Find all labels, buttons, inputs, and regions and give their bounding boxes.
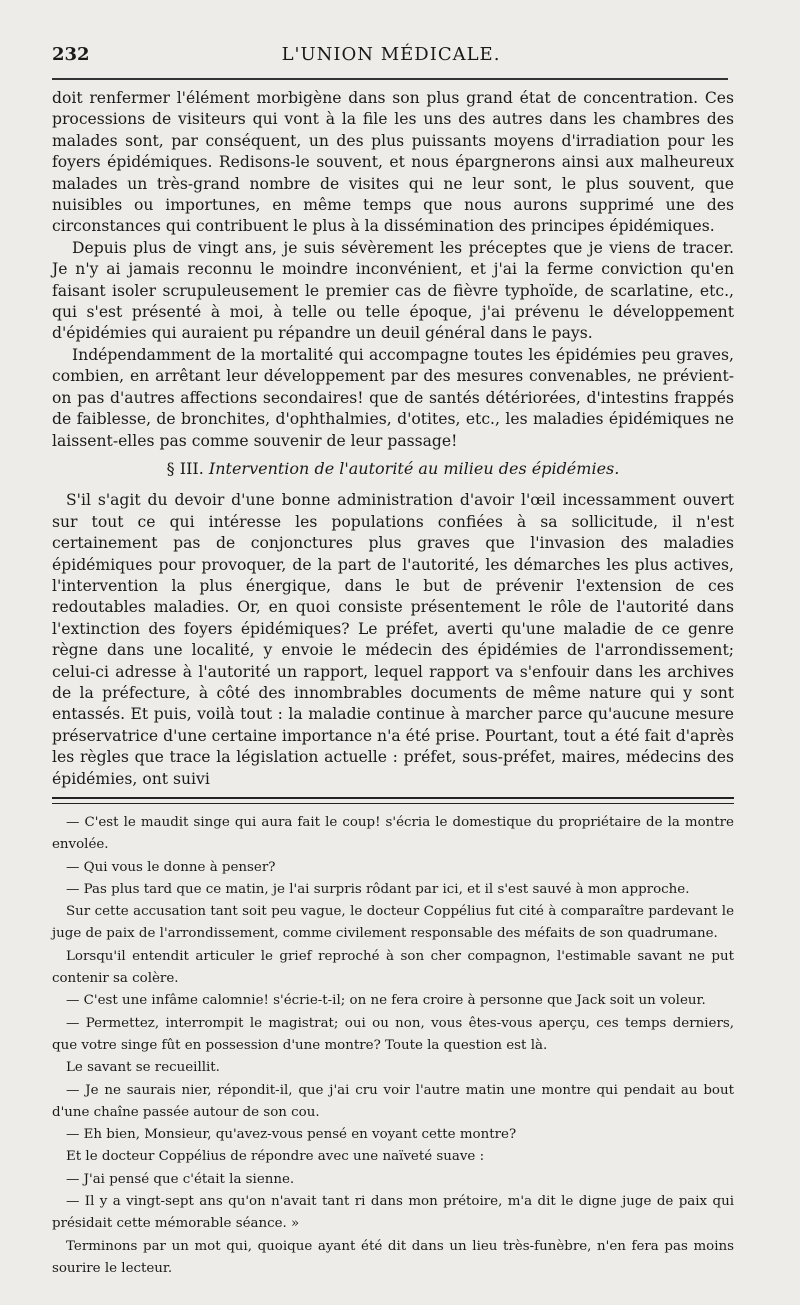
paragraph-1: doit renfermer l'élément morbigène dans son plus grand état de concentration. Ces processions de visiteurs qui vont à la file les uns des autres dans les chambres des malades sont, par conséquent, un des plus puissants moyens d'irradiation pour les foyers épidémiques. Redisons-le souvent, et nous épargnerons ainsi aux malheureux malades un très-grand nombre de visites qui ne leur sont, le plus souvent, que nuisibles ou importunes, en même temps que nous aurons supprimé une des circonstances qui contribuent le plus à la dissémination des principes épidémiques. [52,89,734,236]
feuilleton-paragraph: — J'ai pensé que c'était la sienne. [66,1171,295,1187]
feuilleton-paragraph: Sur cette accusation tant soit peu vague, le docteur Coppélius fut cité à comparaître pardevant le juge de paix de l'arrondissement, comme civilement responsable des méfaits de son quadrumane. [52,904,734,942]
header-rule [52,78,728,80]
feuilleton-paragraph: Terminons par un mot qui, quoique ayant été dit dans un lieu très-funèbre, n'en fera pas moins sourire le lecteur. [52,1238,734,1276]
section-title: Intervention de l'autorité au milieu des épidémies. [208,458,620,478]
paragraph-2: Depuis plus de vingt ans, je suis sévèrement les préceptes que je viens de tracer. Je n'y ai jamais reconnu le moindre inconvénient, et j'ai la ferme conviction qu'en faisant isoler scrupuleusement le premier cas de fièvre typhoïde, de scarlatine, etc., qui s'est présenté à moi, à telle ou telle époque, j'ai prévenu le développement d'épidémies qui auraient pu répandre un deuil général dans le pays. [52,238,734,343]
feuilleton-paragraph: — Je ne saurais nier, répondit-il, que j'ai cru voir l'autre matin une montre qui pendait au bout d'une chaîne passée autour de son cou. [52,1082,734,1120]
feuilleton-paragraph: — C'est une infâme calomnie! s'écrie-t-il; on ne fera croire à personne que Jack soit un voleur. [66,993,706,1009]
main-text [52,88,734,790]
feuilleton-paragraph: Le savant se recueillit. [66,1060,220,1076]
paragraph-3: Indépendamment de la mortalité qui accompagne toutes les épidémies peu graves, combien, en arrêtant leur développement par des mesures convenables, ne prévient-on pas d'autres affections secondaires! que de santés détériorées, d'intestins frappés de faiblesse, de bronchites, d'ophthalmies, d'otites, etc., les maladies épidémiques ne laissent-elles pas comme souvenir de leur passage! [52,345,734,450]
feuilleton-paragraph: Lorsqu'il entendit articuler le grief reproché à son cher compagnon, l'estimable savant ne put contenir sa colère. [52,948,734,987]
feuilleton-paragraph: — Permettez, interrompit le magistrat; oui ou non, vous êtes-vous aperçu, ces temps derniers, que votre singe fût en possession d'une montre? Toute la question est là. [52,1015,734,1053]
feuilleton-paragraph: — Qui vous le donne à penser? [66,859,276,875]
page-header [52,44,730,72]
section-heading [52,458,734,479]
footnote-rule [52,797,734,804]
paragraph-4: S'il s'agit du devoir d'une bonne administration d'avoir l'œil incessamment ouvert sur tout ce qui intéresse les populations confiées à sa sollicitude, il n'est certainement pas de conjonctures plus graves que l'invasion des maladies épidémiques pour provoquer, de la part de l'autorité, les démarches les plus actives, l'intervention la plus énergique, dans le but de prévenir l'extension de ces redoutables maladies. Or, en quoi consiste présentement le rôle de l'autorité dans l'extinction des foyers épidémiques? Le préfet, averti qu'une maladie de ce genre règne dans une localité, y envoie le médecin des épidémies de l'arrondissement; celui-ci adresse à l'autorité un rapport, lequel rapport va s'enfouir dans les archives de la préfecture, à côté des innombrables documents de même nature qui y sont entassés. Et puis, voilà tout : la maladie continue à marcher parce qu'aucune mesure préservatrice d'une certaine importance n'a été prise. Pourtant, tout a été fait d'après les règles que trace la législation actuelle : préfet, sous-préfet, maires, médecins des épidémies, ont suivi [52,491,734,788]
feuilleton-paragraph: — Eh bien, Monsieur, qu'avez-vous pensé en voyant cette montre? [66,1127,517,1143]
feuilleton-text [52,812,734,1280]
feuilleton-paragraph: — C'est le maudit singe qui aura fait le coup! s'écria le domestique du propriétaire de la montre envolée. [52,815,734,853]
page-number: 232 [52,44,90,65]
feuilleton-paragraph: Et le docteur Coppélius de répondre avec une naïveté suave : [66,1149,485,1165]
feuilleton-paragraph: — Pas plus tard que ce matin, je l'ai surpris rôdant par ici, et il s'est sauvé à mon approche. [66,881,690,897]
section-number: § III. [166,458,204,478]
running-title: L'UNION MÉDICALE. [281,44,501,65]
feuilleton-paragraph: — Il y a vingt-sept ans qu'on n'avait tant ri dans mon prétoire, m'a dit le digne juge de paix qui présidait cette mémorable séance. » [52,1194,734,1232]
